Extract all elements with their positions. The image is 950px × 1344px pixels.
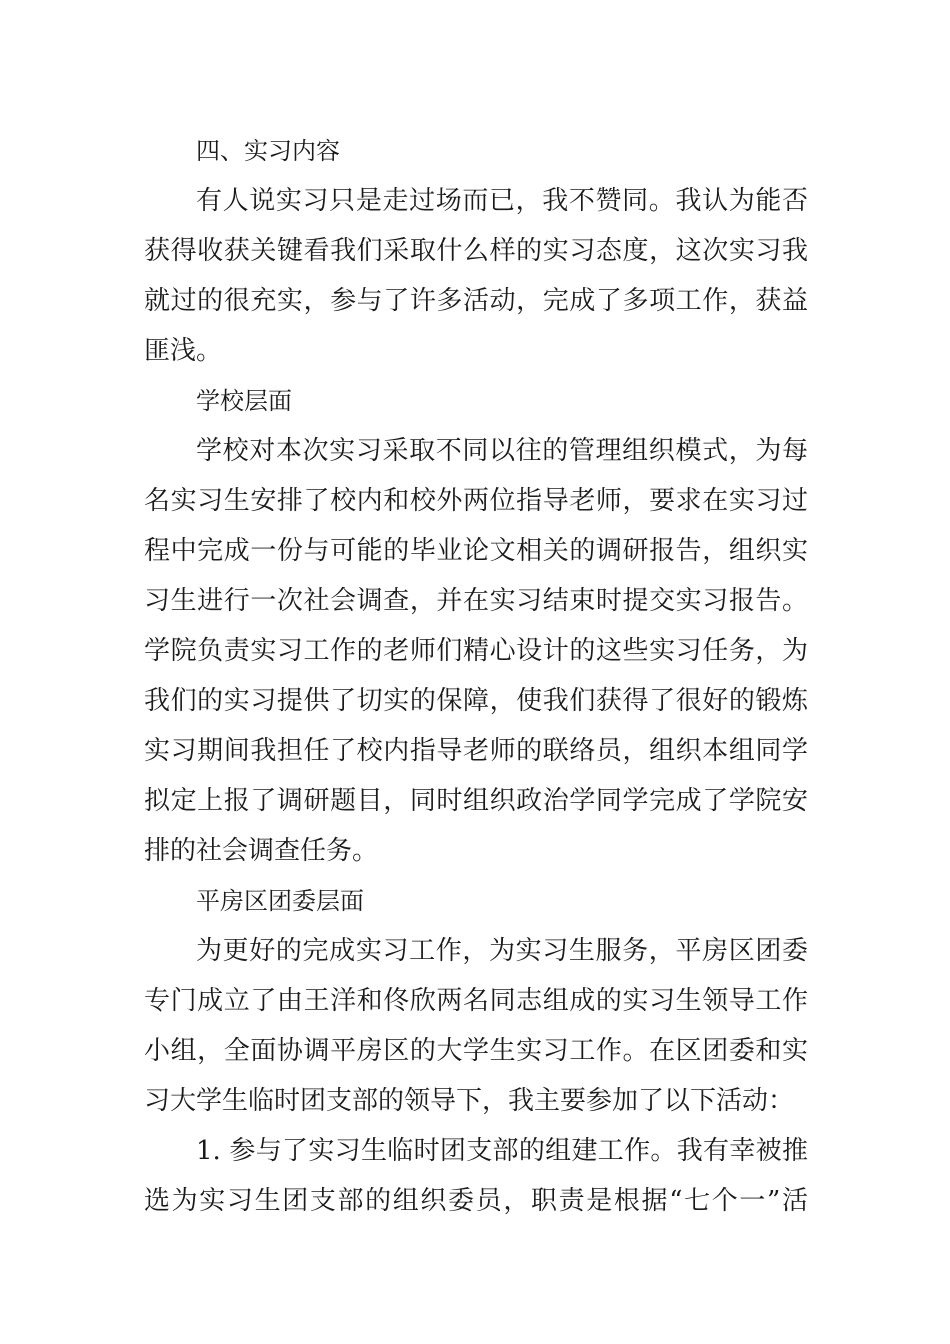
paragraph-line: 名实习生安排了校内和校外两位指导老师，要求在实习过 xyxy=(144,486,808,516)
paragraph-line: 学校对本次实习采取不同以往的管理组织模式，为每 xyxy=(196,436,808,466)
paragraph-school-level xyxy=(144,426,808,876)
subheading-school-level: 学校层面 xyxy=(196,387,292,415)
paragraph-line: 习生进行一次社会调查，并在实习结束时提交实习报告。 xyxy=(144,586,808,616)
paragraph-line: 程中完成一份与可能的毕业论文相关的调研报告，组织实 xyxy=(144,536,808,566)
paragraph-line: 就过的很充实，参与了许多活动，完成了多项工作，获益 xyxy=(144,286,808,316)
paragraph-line: 有人说实习只是走过场而已，我不赞同。我认为能否 xyxy=(196,186,808,216)
paragraph-district-youth-league xyxy=(144,926,808,1126)
subheading-district-youth-league: 平房区团委层面 xyxy=(196,887,364,915)
paragraph-line: 习大学生临时团支部的领导下，我主要参加了以下活动： xyxy=(144,1086,795,1116)
section-heading-internship-content: 四、实习内容 xyxy=(196,137,340,165)
paragraph-line: 小组，全面协调平房区的大学生实习工作。在区团委和实 xyxy=(144,1036,808,1066)
paragraph-line: 匪浅。 xyxy=(144,336,223,366)
paragraph-line: 拟定上报了调研题目，同时组织政治学同学完成了学院安 xyxy=(144,786,808,816)
document-body xyxy=(144,126,808,1226)
paragraph-line: 选为实习生团支部的组织委员，职责是根据“七个一”活 xyxy=(144,1186,808,1216)
paragraph-line: 学院负责实习工作的老师们精心设计的这些实习任务，为 xyxy=(144,636,808,666)
paragraph-line: 获得收获关键看我们采取什么样的实习态度，这次实习我 xyxy=(144,236,808,266)
paragraph-line: 排的社会调查任务。 xyxy=(144,836,379,866)
paragraph-line: 1. 参与了实习生临时团支部的组建工作。我有幸被推 xyxy=(196,1136,808,1166)
paragraph-line: 实习期间我担任了校内指导老师的联络员，组织本组同学 xyxy=(144,736,808,766)
paragraph-line: 专门成立了由王洋和佟欣两名同志组成的实习生领导工作 xyxy=(144,986,808,1016)
paragraph-line: 我们的实习提供了切实的保障，使我们获得了很好的锻炼 xyxy=(144,686,808,716)
paragraph-line: 为更好的完成实习工作，为实习生服务，平房区团委 xyxy=(196,936,808,966)
paragraph-activity-1 xyxy=(144,1126,808,1226)
paragraph-intro xyxy=(144,176,808,376)
